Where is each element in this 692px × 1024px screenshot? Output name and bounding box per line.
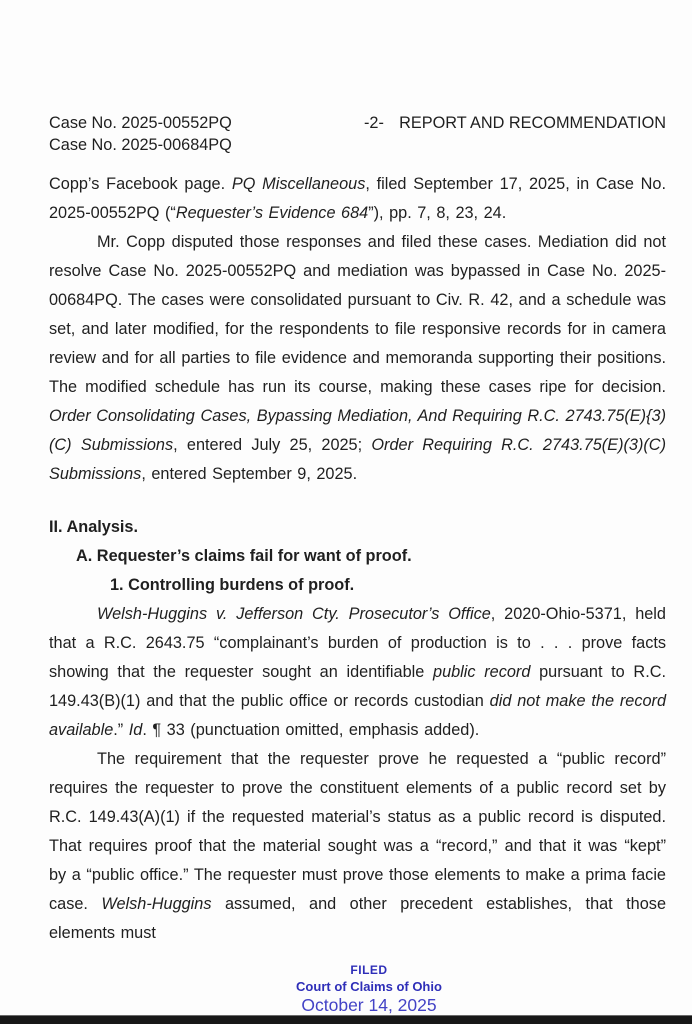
text-segment: Id (128, 721, 143, 739)
text-segment: public record (433, 663, 531, 681)
text-segment: , entered July 25, 2025; (173, 436, 372, 454)
text-segment: Copp’s Facebook page. (49, 175, 232, 193)
filed-stamp (46, 963, 692, 1016)
text-segment: , filed September 17, 2025, in Case No. 2025-00552PQ (“ (49, 175, 667, 222)
case-number-line-1: Case No. 2025-00552PQ (49, 114, 232, 132)
document-body (49, 170, 666, 948)
text-segment: Mr. Copp disputed those responses and filed these cases. Mediation did not resolve Case No. 2025-00552PQ and mediation was bypassed in Case No. 2025-00684PQ. The cases were consolidated pursuant to Civ. R. 42, and a schedule was set, and later modified, for the respondents to file responsive records for in camera review and for all parties to file evidence and memoranda supporting their positions. The modified schedule has run its course, making these cases ripe for decision. (49, 233, 666, 396)
text-segment: . ¶ 33 (punctuation omitted, emphasis added). (142, 721, 480, 739)
section-heading: II. Analysis. (49, 518, 138, 536)
text-segment: did not make the record available (49, 692, 666, 739)
text-segment: assumed, and other precedent establishes, that those elements must (49, 895, 666, 942)
text-segment: The requirement that the requester prove he requested a “public record” requires the requester to prove the constituent elements of a public record set by R.C. 149.43(A)(1) if the requested material’s status as a public record is disputed. That requires proof that the material sought was a “record,” and that it was “kept” by a “public office.” The requester must prove those elements to make a prima facie case. (49, 750, 666, 913)
paragraph (49, 600, 666, 745)
scan-edge-bar (0, 1015, 692, 1024)
document-header (49, 112, 666, 158)
text-segment: , entered September 9, 2025. (141, 465, 358, 483)
text-segment: Welsh-Huggins v. Jefferson Cty. Prosecutor’s Office (97, 605, 491, 623)
document-title: REPORT AND RECOMMENDATION (399, 114, 666, 132)
paragraph (49, 745, 666, 948)
text-segment: pursuant to R.C. 149.43(B)(1) and that the public office or records custodian (49, 663, 666, 710)
filed-stamp-court: Court of Claims of Ohio (296, 979, 442, 994)
section-heading: A. Requester’s claims fail for want of proof. (76, 547, 412, 565)
section-heading: 1. Controlling burdens of proof. (110, 576, 355, 594)
text-segment: Welsh-Huggins (101, 895, 212, 913)
paragraph (49, 170, 666, 228)
filed-stamp-date: October 14, 2025 (301, 995, 437, 1015)
text-segment: Order Requiring R.C. 2743.75(E)(3)(C) Submissions (49, 436, 666, 483)
text-segment: PQ Miscellaneous (231, 175, 366, 193)
paragraph (49, 228, 666, 489)
text-segment: Requester’s Evidence 684 (175, 204, 369, 222)
text-segment: .” (113, 721, 129, 739)
text-segment: , 2020-Ohio-5371, held that a R.C. 2643.75 “complainant’s burden of production is to . . . prove facts showing that the requester sought an identifiable (49, 605, 666, 681)
text-segment: ”), pp. 7, 8, 23, 24. (368, 204, 507, 222)
page-number: -2- (364, 114, 384, 132)
case-number-line-2: Case No. 2025-00684PQ (49, 136, 232, 154)
text-segment: Order Consolidating Cases, Bypassing Mediation, And Requiring R.C. 2743.75(E){3)(C) Submissions (49, 407, 666, 454)
filed-stamp-status: FILED (350, 963, 388, 977)
